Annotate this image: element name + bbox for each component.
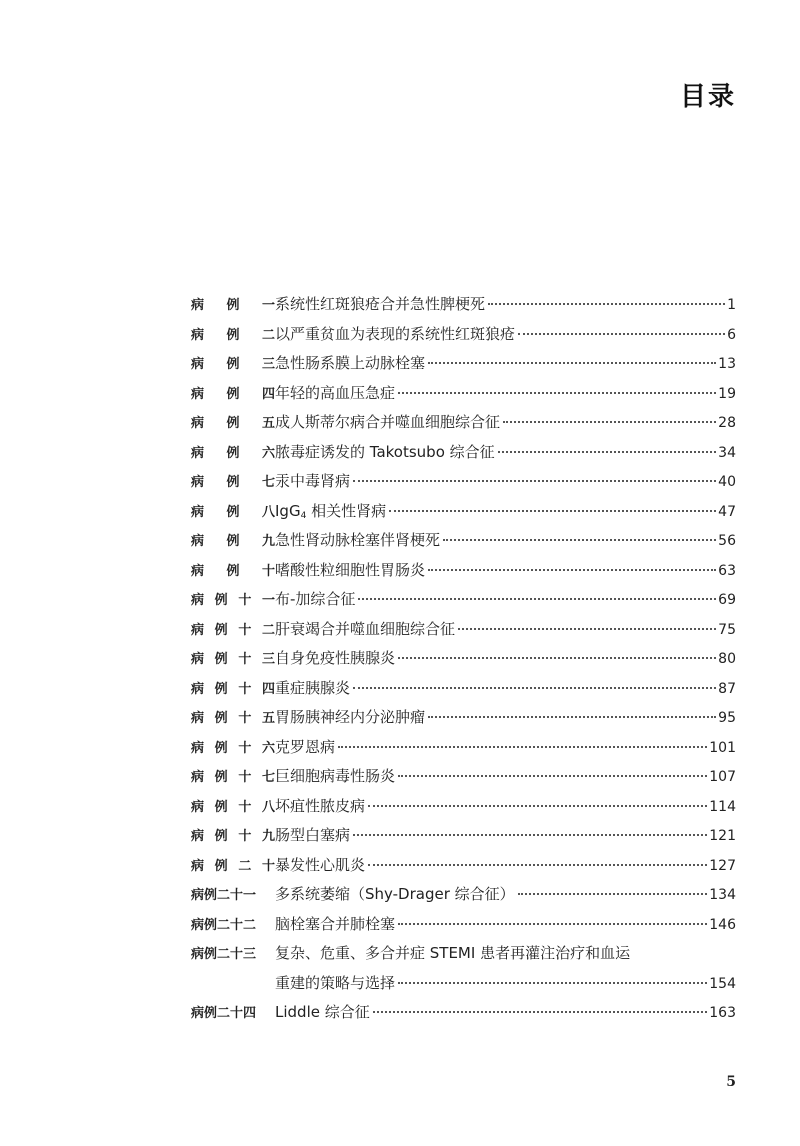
case-title: 急性肠系膜上动脉栓塞 [275, 354, 426, 372]
case-label: 病 例 十 一 [191, 593, 275, 608]
case-title: 复杂、危重、多合并症 STEMI 患者再灌注治疗和血运 [275, 944, 631, 962]
dot-leader [518, 893, 708, 895]
toc-entry[interactable] [191, 323, 736, 353]
page-ref: 146 [709, 916, 736, 933]
toc-entry[interactable] [191, 913, 736, 943]
page-ref: 87 [718, 680, 736, 697]
dot-leader [398, 657, 716, 659]
page-ref: 34 [718, 444, 736, 461]
dot-leader [398, 923, 707, 925]
case-title: 多系统萎缩（Shy-Drager 综合征） [275, 885, 515, 903]
dot-leader [353, 480, 716, 482]
dot-leader [428, 716, 716, 718]
dot-leader [358, 598, 716, 600]
case-label: 病 例 十 七 [191, 770, 275, 785]
toc-entry[interactable] [191, 470, 736, 500]
toc-entry[interactable] [191, 293, 736, 323]
case-title: 胃肠胰神经内分泌肿瘤 [275, 708, 426, 726]
toc-entry[interactable] [191, 500, 736, 530]
dot-leader [353, 834, 707, 836]
case-title: 以严重贫血为表现的系统性红斑狼疮 [275, 324, 516, 343]
case-title: 克罗恩病 [275, 737, 336, 756]
toc-entry[interactable] [191, 441, 736, 471]
case-title: 自身免疫性胰腺炎 [275, 649, 396, 667]
page-ref: 56 [718, 533, 736, 549]
case-label: 病 例 十 八 [191, 799, 275, 815]
case-title: 成人斯蒂尔病合并噬血细胞综合征 [275, 413, 501, 431]
toc-entry[interactable] [191, 736, 736, 766]
dot-leader [428, 569, 716, 571]
case-label: 病 例 五 [191, 416, 275, 431]
case-title: IgG$_4$ 相关性肾病 [275, 501, 387, 521]
page-ref: 114 [709, 798, 736, 815]
case-title: 年轻的高血压急症 [275, 383, 396, 402]
case-label: 病例二十二 [191, 917, 257, 933]
case-title: 肠型白塞病 [275, 826, 351, 844]
toc-entry[interactable] [191, 706, 736, 736]
case-label: 病 例 三 [191, 357, 275, 372]
page-title: 目录 [679, 82, 736, 112]
dot-leader [398, 982, 707, 984]
case-label: 病 例 十 三 [191, 652, 275, 667]
toc-entry[interactable] [191, 618, 736, 648]
case-label: 病 例 十 四 [191, 681, 275, 697]
case-label: 病 例 一 [191, 298, 275, 313]
case-title: 脓毒症诱发的 Takotsubo 综合征 [275, 442, 495, 461]
toc-entry[interactable] [191, 588, 736, 618]
case-title: 布-加综合征 [275, 590, 356, 608]
case-title: 汞中毒肾病 [275, 472, 351, 490]
case-label: 病 例 二 十 [191, 858, 275, 874]
dot-leader [443, 539, 716, 541]
case-title: 嗜酸性粒细胞性胃肠炎 [275, 560, 426, 579]
toc-entry[interactable] [191, 824, 736, 854]
case-title: 急性肾动脉栓塞伴肾梗死 [275, 531, 441, 549]
toc-entry[interactable] [191, 883, 736, 913]
case-label: 病例二十四 [191, 1006, 257, 1021]
toc-entry[interactable] [191, 647, 736, 677]
dot-leader [389, 510, 716, 512]
dot-leader [498, 451, 717, 453]
page-ref: 80 [718, 651, 736, 667]
page-ref: 13 [718, 356, 736, 372]
page-ref: 1 [727, 297, 736, 313]
page-ref: 6 [727, 326, 736, 343]
dot-leader [503, 421, 716, 423]
case-title: 系统性红斑狼疮合并急性脾梗死 [275, 295, 486, 313]
case-label: 病 例 十 九 [191, 829, 275, 844]
page-ref: 107 [709, 769, 736, 785]
dot-leader [398, 392, 716, 394]
dot-leader [458, 628, 716, 630]
page-ref: 127 [709, 857, 736, 874]
dot-leader [398, 775, 707, 777]
case-label: 病例二十一 [191, 888, 257, 903]
case-title: Liddle 综合征 [275, 1003, 370, 1021]
toc-entry[interactable] [191, 352, 736, 382]
page-ref: 154 [709, 975, 736, 992]
case-title: 肝衰竭合并噬血细胞综合征 [275, 619, 456, 638]
case-label: 病 例 八 [191, 504, 275, 520]
toc-entry-continuation[interactable] [191, 972, 736, 1002]
page-ref: 75 [718, 621, 736, 638]
case-label: 病 例 六 [191, 445, 275, 461]
case-label: 病 例 十 二 [191, 622, 275, 638]
table-of-contents [191, 293, 736, 1031]
case-label: 病 例 二 [191, 327, 275, 343]
case-label: 病 例 十 六 [191, 740, 275, 756]
case-label: 病 例 十 五 [191, 711, 275, 726]
page-ref: 40 [718, 474, 736, 490]
case-label: 病 例 七 [191, 475, 275, 490]
toc-entry[interactable] [191, 854, 736, 884]
case-title: 重症胰腺炎 [275, 678, 351, 697]
dot-leader [518, 333, 725, 335]
page-ref: 47 [718, 503, 736, 520]
toc-entry[interactable] [191, 795, 736, 825]
case-title: 巨细胞病毒性肠炎 [275, 767, 396, 785]
toc-entry[interactable] [191, 382, 736, 412]
toc-entry[interactable] [191, 765, 736, 795]
dot-leader [373, 1011, 708, 1013]
toc-entry[interactable] [191, 1001, 736, 1031]
page-ref: 163 [709, 1005, 736, 1021]
toc-entry[interactable] [191, 559, 736, 589]
toc-entry[interactable] [191, 529, 736, 559]
case-title: 脑栓塞合并肺栓塞 [275, 914, 396, 933]
dot-leader [368, 805, 707, 807]
page-ref: 95 [718, 710, 736, 726]
page-number: 5 [726, 1074, 736, 1090]
dot-leader [488, 303, 725, 305]
case-label: 病 例 十 [191, 563, 275, 579]
case-title: 暴发性心肌炎 [275, 855, 366, 874]
case-title: 坏疽性脓皮病 [275, 796, 366, 815]
page-ref: 69 [718, 592, 736, 608]
dot-leader [338, 746, 707, 748]
case-label: 病例二十三 [191, 947, 257, 962]
page-ref: 134 [709, 887, 736, 903]
toc-entry[interactable] [191, 677, 736, 707]
dot-leader [428, 362, 716, 364]
toc-entry[interactable] [191, 411, 736, 441]
page-ref: 121 [709, 828, 736, 844]
toc-entry[interactable] [191, 942, 736, 972]
page-ref: 63 [718, 562, 736, 579]
page-ref: 19 [718, 385, 736, 402]
page-ref: 28 [718, 415, 736, 431]
page-ref: 101 [709, 739, 736, 756]
case-label: 病 例 四 [191, 386, 275, 402]
case-label: 病 例 九 [191, 534, 275, 549]
case-title-continued: 重建的策略与选择 [275, 973, 396, 992]
dot-leader [353, 687, 716, 689]
dot-leader [368, 864, 707, 866]
